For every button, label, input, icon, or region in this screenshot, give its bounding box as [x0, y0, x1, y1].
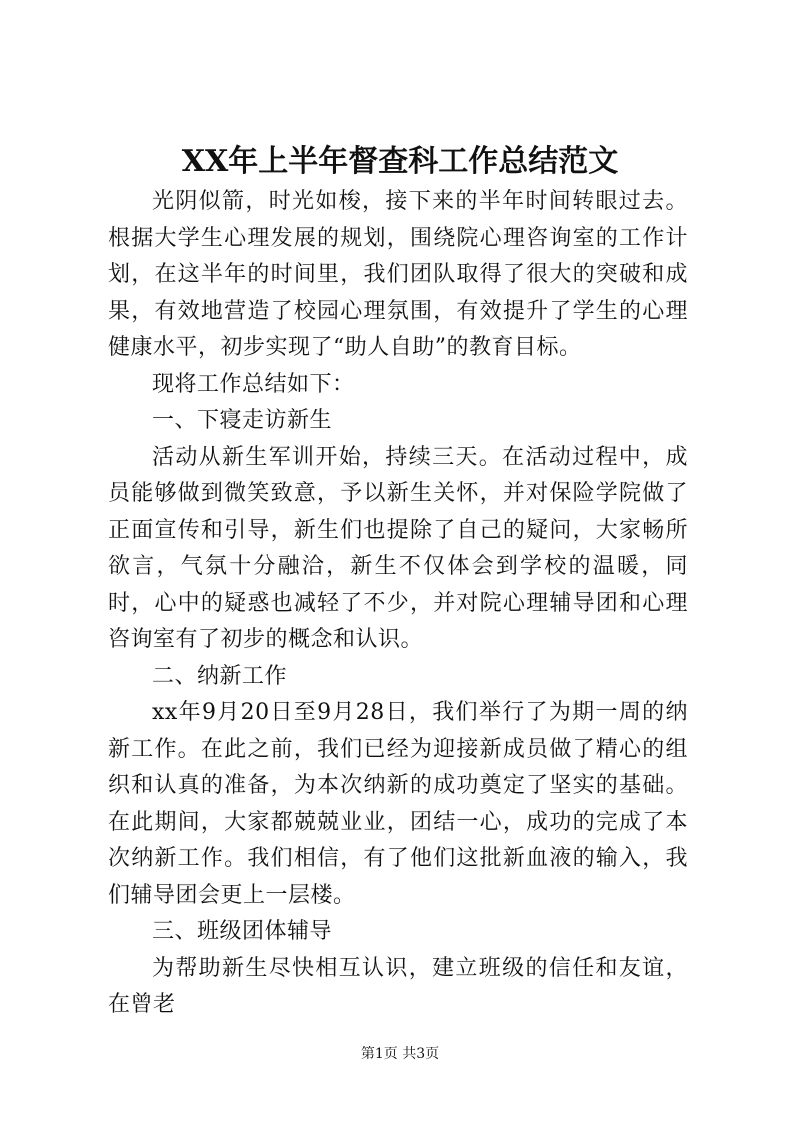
section-heading-2: 二、纳新工作	[152, 663, 288, 689]
paragraph-summary-lead: 现将工作总结如下：	[152, 371, 355, 397]
paragraph-intro: 光阴似箭，时光如梭，接下来的半年时间转眼过去。根据大学生心理发展的规划，围绕院心理咨询室的工作计划，在这半年的时间里，我们团队取得了很大的突破和成果，有效地营造了校园心理氛围，有效提升了学生的心理健康水平，初步实现了“助人自助”的教育目标。	[108, 189, 688, 360]
document-title: XX年上半年督查科工作总结范文	[181, 144, 619, 179]
paragraph-section-2: xx年9月20日至9月28日，我们举行了为期一周的纳新工作。在此之前，我们已经为迎接新成员做了精心的组织和认真的准备，为本次纳新的成功奠定了坚实的基础。在此期间，大家都兢兢业业，团结一心，成功的完成了本次纳新工作。我们相信，有了他们这批新血液的输入，我们辅导团会更上一层楼。	[108, 700, 688, 908]
paragraph-section-3: 为帮助新生尽快相互认识，建立班级的信任和友谊，在曾老	[108, 955, 688, 1017]
paragraph-section-1: 活动从新生军训开始，持续三天。在活动过程中，成员能够做到微笑致意，予以新生关怀，并对保险学院做了正面宣传和引导，新生们也提除了自己的疑问，大家畅所欲言，气氛十分融洽，新生不仅体会到学校的温暖，同时，心中的疑惑也减轻了不少，并对院心理辅导团和心理咨询室有了初步的概念和认识。	[108, 444, 688, 652]
document-body	[108, 184, 688, 1024]
section-heading-3: 三、班级团体辅导	[152, 919, 333, 944]
page-number-footer: 第1页 共3页	[360, 1046, 440, 1062]
section-heading-1: 一、下寝走访新生	[152, 408, 333, 433]
